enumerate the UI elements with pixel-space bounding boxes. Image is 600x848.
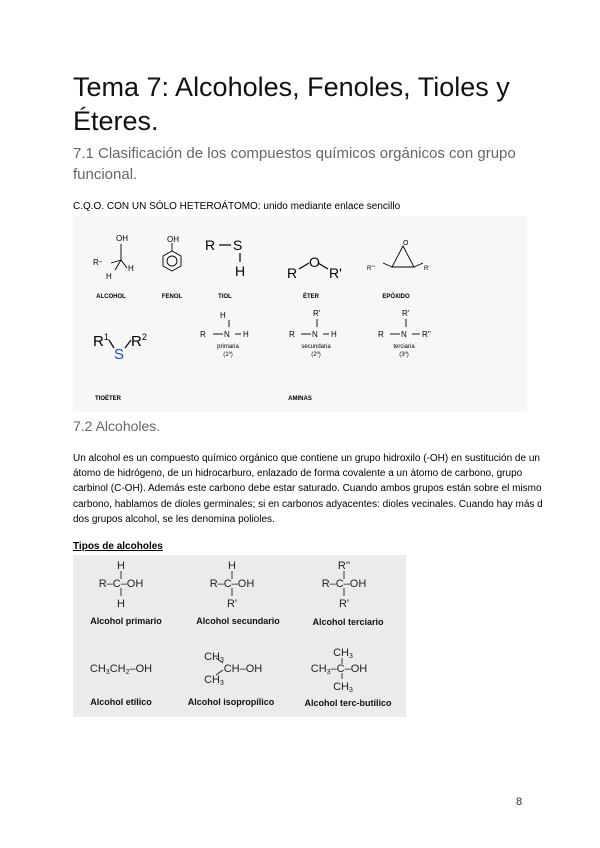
tiol-label: TIOL [218, 294, 232, 300]
svg-text:R'': R'' [422, 330, 431, 339]
svg-text:R': R' [424, 266, 430, 272]
svg-text:H: H [106, 272, 112, 281]
svg-text:CH3: CH3 [204, 674, 224, 687]
svg-text:H: H [117, 598, 125, 610]
svg-text:CH3: CH3 [333, 681, 353, 694]
page-title: Tema 7: Alcoholes, Fenoles, Tioles y Éteres. [73, 72, 510, 136]
svg-text:R: R [378, 330, 384, 339]
svg-text:R'': R'' [337, 560, 351, 572]
svg-text:S: S [114, 346, 125, 363]
svg-text:H: H [243, 330, 249, 339]
svg-text:R''': R''' [93, 258, 102, 267]
svg-text:CH3–C–OH: CH3–C–OH [310, 663, 368, 676]
alcohol-types-heading: Tipos de alcoholes [73, 541, 163, 552]
svg-text:R': R' [313, 309, 321, 318]
svg-text:R''': R''' [367, 266, 375, 272]
svg-text:OH: OH [116, 234, 128, 243]
alcohol-primario-label: Alcohol primario [90, 616, 162, 626]
svg-text:H: H [220, 311, 226, 320]
svg-text:N: N [224, 330, 230, 339]
epoxido-label: EPÓXIDO [382, 294, 410, 300]
section-heading-classification: 7.1 Clasificación de los compuestos químicos orgánicos con grupo funcional. [73, 145, 516, 183]
alcohol-terc-butilico-label: Alcohol terc-butílico [304, 698, 392, 708]
svg-text:H: H [128, 264, 134, 273]
primaria-label: primaria [217, 344, 239, 350]
svg-text:R': R' [402, 309, 410, 318]
svg-text:R–C–OH: R–C–OH [321, 578, 367, 590]
svg-text:R: R [287, 265, 298, 281]
svg-text:CH3CH2–OH: CH3CH2–OH [89, 663, 153, 676]
svg-text:R': R' [226, 598, 238, 610]
tioeter-label: TIOÉTER [94, 396, 122, 402]
svg-text:R1: $R^1$ [93, 332, 109, 350]
svg-text:N: N [401, 330, 407, 339]
alcohol-label: ALCOHOL [96, 294, 126, 300]
svg-text:H: H [331, 330, 337, 339]
functional-groups-figure [73, 216, 527, 412]
svg-text:O: O [403, 240, 409, 247]
alcohol-etilico-label: Alcohol etílico [90, 697, 152, 707]
svg-text:R–C–OH: R–C–OH [209, 578, 255, 590]
svg-text:CH3: CH3 [204, 651, 224, 664]
svg-text:H: H [235, 263, 246, 279]
primaria-number: (1º) [223, 352, 233, 358]
terciaria-label: terciaria [393, 344, 415, 350]
svg-text:R': R' [329, 265, 342, 281]
terciaria-number: (3º) [399, 352, 409, 358]
svg-text:R: R [200, 330, 206, 339]
fenol-label: FENOL [161, 294, 183, 300]
svg-text:H: H [117, 560, 125, 572]
svg-text:CH3: CH3 [333, 647, 353, 660]
alcohol-terciario-label: Alcohol terciario [312, 617, 384, 627]
svg-text:CH–OH: CH–OH [223, 663, 263, 675]
secundaria-number: (2º) [311, 352, 321, 358]
secundaria-label: secundaria [301, 344, 331, 350]
alcohol-definition-paragraph: Un alcohol es un compuesto químico orgánico que contiene un grupo hidroxilo (-OH) en sustitución de un átomo de hidrógeno, de un hidrocarburo, enlazado de forma covalente a un átomo de carbono, grupo carbinol (C-OH). Además este carbono debe estar saturado. Cuando ambos grupos están sobre el mismo carbono, hablamos de dioles germinales; si en carbonos adyacentes: dioles vecinales. Cuando hay más d dos grupos alcohol, se les denomina polioles. [73, 453, 543, 525]
heteroatom-intro-text: C.Q.O. CON UN SÓLO HETEROÁTOMO: unido mediante enlace sencillo [73, 201, 401, 212]
page-number: 8 [516, 796, 523, 808]
svg-text:H: H [228, 560, 236, 572]
section-heading-alcoholes: 7.2 Alcoholes. [73, 418, 161, 434]
svg-text:R: R [289, 330, 295, 339]
svg-text:R: R [205, 237, 216, 253]
alcohol-secundario-label: Alcohol secundario [196, 616, 280, 626]
aminas-label: AMINAS [288, 396, 312, 402]
alcohol-types-figure [73, 555, 406, 717]
svg-text:O: O [309, 254, 320, 270]
svg-text:N: N [312, 330, 318, 339]
svg-text:OH: OH [167, 235, 179, 244]
svg-text:S: S [233, 237, 243, 253]
svg-text:R–C–OH: R–C–OH [98, 578, 144, 590]
alcohol-isopropilico-label: Alcohol isopropílico [187, 697, 275, 707]
eter-label: ÉTER [302, 294, 320, 300]
svg-text:R2: $R^2$ [131, 332, 147, 350]
svg-text:R': R' [338, 598, 350, 610]
